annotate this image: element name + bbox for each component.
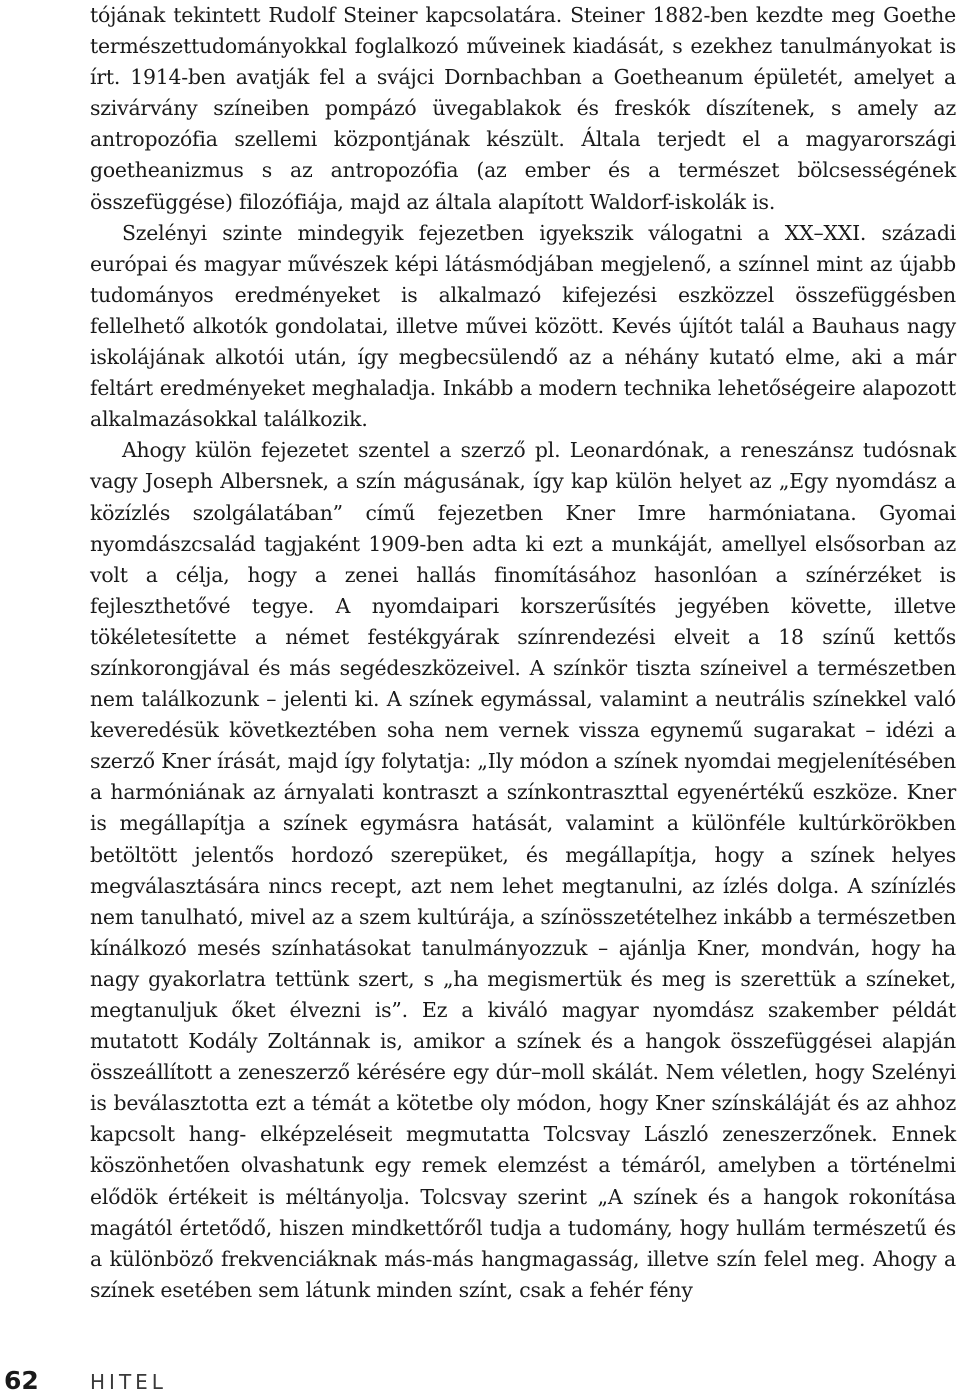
page-footer	[0, 1366, 960, 1396]
paragraph-3: Ahogy külön fejezetet szentel a szerző pl. Leonardónak, a reneszánsz tudósnak vagy Joseph Albersnek, a szín mágusának, így kap külön helyet az „Egy nyomdász a közízlés szolgálatában” című fejezetben Kner Imre harmóniatana. Gyomai nyomdászcsalád tagjaként 1909-ben adta ki ezt a munkáját, amellyel elsősorban az volt a célja, hogy a zenei hallás finomításához hasonlóan a színérzéket is fejleszthetővé tegye. A nyomdaipari korszerűsítés jegyében követte, illetve tökéletesítette a német festékgyárak színrendezési elveit a 18 színű kettős színkorongjával és más segédeszközeivel. A színkör tiszta színeivel a természetben nem találkozunk – jelenti ki. A színek egymással, valamint a neutrális színekkel való keveredésük következtében soha nem vernek vissza egynemű sugarakat – idézi a szerző Kner írását, majd így folytatja: „Ily módon a színek nyomdai megjelenítésében a harmóniának az árnyalati kontraszt a színkontraszttal egyenértékű eszköze. Kner is megállapítja a színek egymásra hatását, valamint a különféle kultúrkörökben betöltött jelentős hordozó szerepüket, és megállapítja, hogy a színek helyes megválasztására nincs recept, azt nem lehet megtanulni, az ízlés dolga. A színízlés nem tanulható, mivel az a szem kultúrája, a színösszetételhez inkább a természetben kínálkozó mesés színhatásokat tanulmányozzuk – ajánlja Kner, mondván, hogy ha nagy gyakorlatra tettünk szert, s „ha megismertük és meg is szerettük a színeket, megtanuljuk őket élvezni is”. Ez a kiváló magyar nyomdász szakember példát mutatott Kodály Zoltánnak is, amikor a színek és a hangok összefüggései alapján összeállított a zeneszerző kérésére egy dúr–moll skálát. Nem véletlen, hogy Szelényi is beválasztotta ezt a témát a kötetbe oly módon, hogy Kner színskáláját és az ahhoz kapcsolt hang- elképzeléseit megmutatta Tolcsvay László zeneszerzőnek. Ennek köszönhetően olvashatunk egy remek elemzést a témáról, amelyben a történelmi elődök értékeit is méltányolja. Tolcsvay szerint „A színek és a hangok rokonítása magától értetődő, hiszen mindkettőről tudja a tudomány, hogy hullám természetű és a különböző frekvenciáknak más-más hangmagasság, illetve szín felel meg. Ahogy a színek esetében sem látunk minden színt, csak a fehér fény	[90, 438, 956, 1302]
paragraph-2: Szelényi szinte mindegyik fejezetben igyekszik válogatni a XX–XXI. századi európai és magyar művészek képi látásmódjában megjelenő, a színnel mint az újabb tudományos eredményeket is alkalmazó kifejezési eszközzel összefüggésben fellelhető alkotók gondolatai, illetve művei között. Kevés újítót talál a Bauhaus nagy iskolájának alkotói után, így megbecsülendő az a néhány kutató elme, aki a már feltárt eredményeket meghaladja. Inkább a modern technika lehetőségeire alapozott alkalmazásokkal találkozik.	[90, 220, 956, 432]
paragraph-1: tójának tekintett Rudolf Steiner kapcsolatára. Steiner 1882-ben kezdte meg Goethe természettudományokkal foglalkozó műveinek kiadását, s ezekhez tanulmányokat is írt. 1914-ben avatják fel a svájci Dornbachban a Goetheanum épületét, amelyet a szivárvány színeiben pompázó üvegablakok és freskók díszítenek, s amely az antropozófia szellemi központjának készült. Általa terjedt el a magyarországi goetheanizmus s az antropozófia (az ember és a természet bölcsességének összefüggése) filozófiája, majd az általa alapított Waldorf-iskolák is.	[90, 3, 956, 214]
page-number: 62	[4, 1366, 39, 1395]
page-content	[90, 0, 956, 1306]
journal-name: HITEL	[90, 1370, 167, 1394]
article-body	[90, 0, 956, 1306]
